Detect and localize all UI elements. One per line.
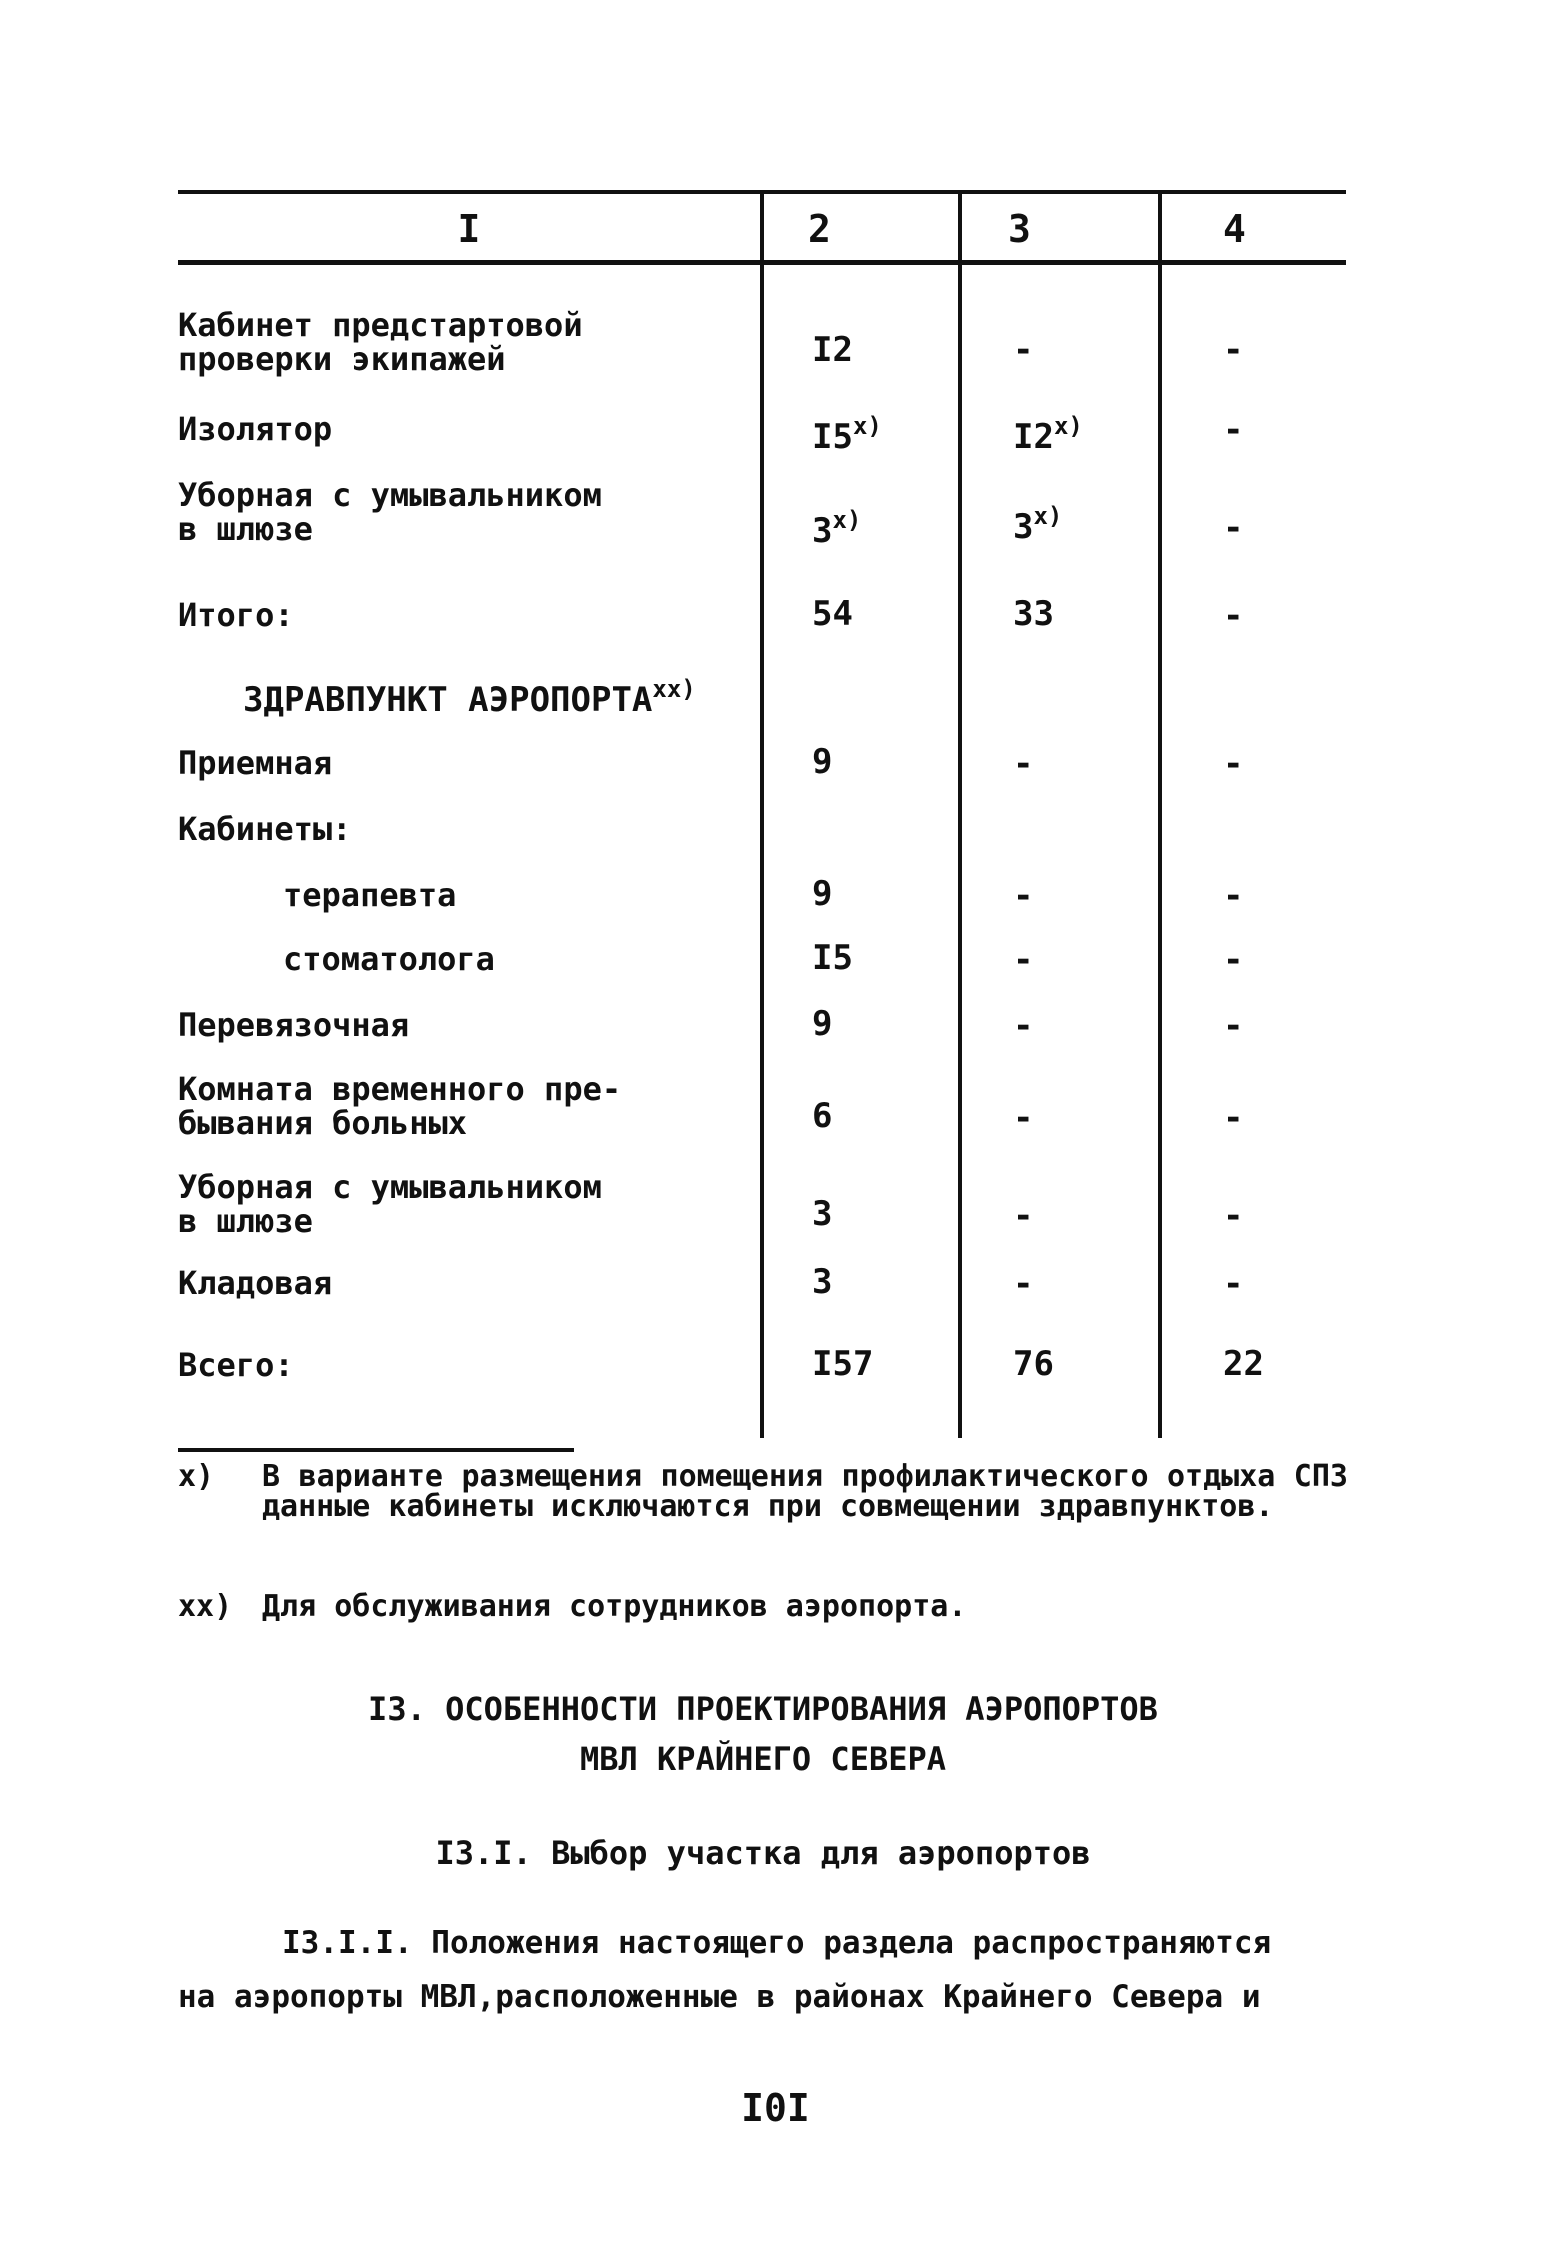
column-divider bbox=[760, 190, 764, 1438]
cell-col-4: - bbox=[1223, 410, 1244, 450]
header-col-2: 2 bbox=[808, 207, 831, 251]
cell-col-2: 9 bbox=[812, 874, 833, 914]
footnote-text: В варианте размещения помещения профилактического отдыха СПЗ данные кабинеты исключаются при совмещении здравпунктов. bbox=[262, 1459, 1348, 1524]
cell-value: I5 bbox=[812, 417, 853, 457]
cell-col-3: - bbox=[1013, 1264, 1034, 1304]
cell-col-2: I57 bbox=[812, 1344, 874, 1384]
cell-col-3: - bbox=[1013, 1196, 1034, 1236]
header-col-4: 4 bbox=[1223, 207, 1246, 251]
cell-col-2: 3 bbox=[812, 1262, 833, 1302]
cell-col-4: - bbox=[1223, 940, 1244, 980]
subsection-title: I3.I. Выбор участка для аэропортов bbox=[435, 1834, 1091, 1872]
row-label: стоматолога bbox=[283, 940, 495, 978]
cell-col-3: - bbox=[1013, 744, 1034, 784]
cell-col-4: - bbox=[1223, 1006, 1244, 1046]
cell-value: 3 bbox=[812, 511, 833, 551]
cell-col-4: - bbox=[1223, 1196, 1244, 1236]
footnote bbox=[178, 1589, 1348, 1626]
cell-col-2: 6 bbox=[812, 1096, 833, 1136]
cell-col-4: - bbox=[1223, 876, 1244, 916]
row-label: Кладовая bbox=[178, 1264, 333, 1302]
footnote-ref: x) bbox=[832, 506, 862, 534]
paragraph-line-1: I3.I.I. Положения настоящего раздела распространяются bbox=[282, 1925, 1272, 1961]
row-label: Всего: bbox=[178, 1346, 294, 1384]
row-label: Уборная с умывальником в шлюзе bbox=[178, 1168, 602, 1240]
cell-col-3: - bbox=[1013, 330, 1034, 370]
cell-col-2: 9 bbox=[812, 1004, 833, 1044]
footnote-rule bbox=[178, 1448, 574, 1452]
header-col-1: I bbox=[457, 207, 481, 251]
row-label: Комната временного пре- бывания больных bbox=[178, 1070, 622, 1142]
cell-col-2: 9 bbox=[812, 742, 833, 782]
column-divider bbox=[1158, 190, 1162, 1438]
footnote-ref: x) bbox=[1053, 412, 1083, 440]
cell-col-2: I5 bbox=[812, 938, 853, 978]
cell-col-3: - bbox=[1013, 1098, 1034, 1138]
cell-col-4: - bbox=[1223, 330, 1244, 370]
row-label: Итого: bbox=[178, 596, 294, 634]
cell-col-4: - bbox=[1223, 744, 1244, 784]
section-label bbox=[243, 672, 803, 720]
footnote-mark: x) bbox=[178, 1459, 215, 1494]
cell-col-3: 76 bbox=[1013, 1344, 1054, 1384]
footnote-ref: x) bbox=[1033, 502, 1063, 530]
column-divider bbox=[958, 190, 962, 1438]
paragraph bbox=[178, 1916, 1368, 2024]
paragraph-line-2: на аэропорты МВЛ,расположенные в районах Крайнего Севера и bbox=[178, 1979, 1261, 2015]
row-label: терапевта bbox=[283, 876, 457, 914]
cell-value: I2 bbox=[1013, 417, 1054, 457]
cell-col-3 bbox=[1013, 496, 1062, 547]
footnote-mark: xx) bbox=[178, 1589, 233, 1624]
cell-col-3: - bbox=[1013, 940, 1034, 980]
section-title-line-1: I3. ОСОБЕННОСТИ ПРОЕКТИРОВАНИЯ АЭРОПОРТОВ bbox=[368, 1690, 1158, 1728]
row-label: Кабинеты: bbox=[178, 810, 352, 848]
section-text: ЗДРАВПУНКТ АЭРОПОРТА bbox=[243, 680, 653, 720]
cell-value: 3 bbox=[1013, 507, 1034, 547]
cell-col-2: I2 bbox=[812, 330, 853, 370]
cell-col-3: - bbox=[1013, 876, 1034, 916]
cell-col-2 bbox=[812, 500, 861, 551]
footnote-ref: x) bbox=[852, 412, 882, 440]
cell-col-4: - bbox=[1223, 1264, 1244, 1304]
cell-col-4: - bbox=[1223, 508, 1244, 548]
header-col-3: 3 bbox=[1008, 207, 1031, 251]
cell-col-3: 33 bbox=[1013, 594, 1054, 634]
cell-col-4: - bbox=[1223, 596, 1244, 636]
cell-col-3: - bbox=[1013, 1006, 1034, 1046]
row-label: Кабинет предстартовой проверки экипажей bbox=[178, 306, 583, 378]
row-label: Приемная bbox=[178, 744, 333, 782]
row-label: Изолятор bbox=[178, 410, 333, 448]
cell-col-3 bbox=[1013, 406, 1083, 457]
cell-col-2 bbox=[812, 406, 882, 457]
row-label: Перевязочная bbox=[178, 1006, 410, 1044]
cell-col-4: 22 bbox=[1223, 1344, 1264, 1384]
footnote bbox=[178, 1459, 1348, 1558]
footnote-ref: xx) bbox=[652, 675, 696, 703]
cell-col-4: - bbox=[1223, 1098, 1244, 1138]
rooms-table bbox=[178, 190, 1346, 1440]
page-number: I0I bbox=[741, 2086, 810, 2130]
cell-col-2: 54 bbox=[812, 594, 853, 634]
row-label: Уборная с умывальником в шлюзе bbox=[178, 476, 602, 548]
section-title-line-2: МВЛ КРАЙНЕГО СЕВЕРА bbox=[579, 1740, 947, 1778]
footnote-text: Для обслуживания сотрудников аэропорта. bbox=[262, 1589, 967, 1624]
cell-col-2: 3 bbox=[812, 1194, 833, 1234]
section-title bbox=[178, 1684, 1348, 1784]
